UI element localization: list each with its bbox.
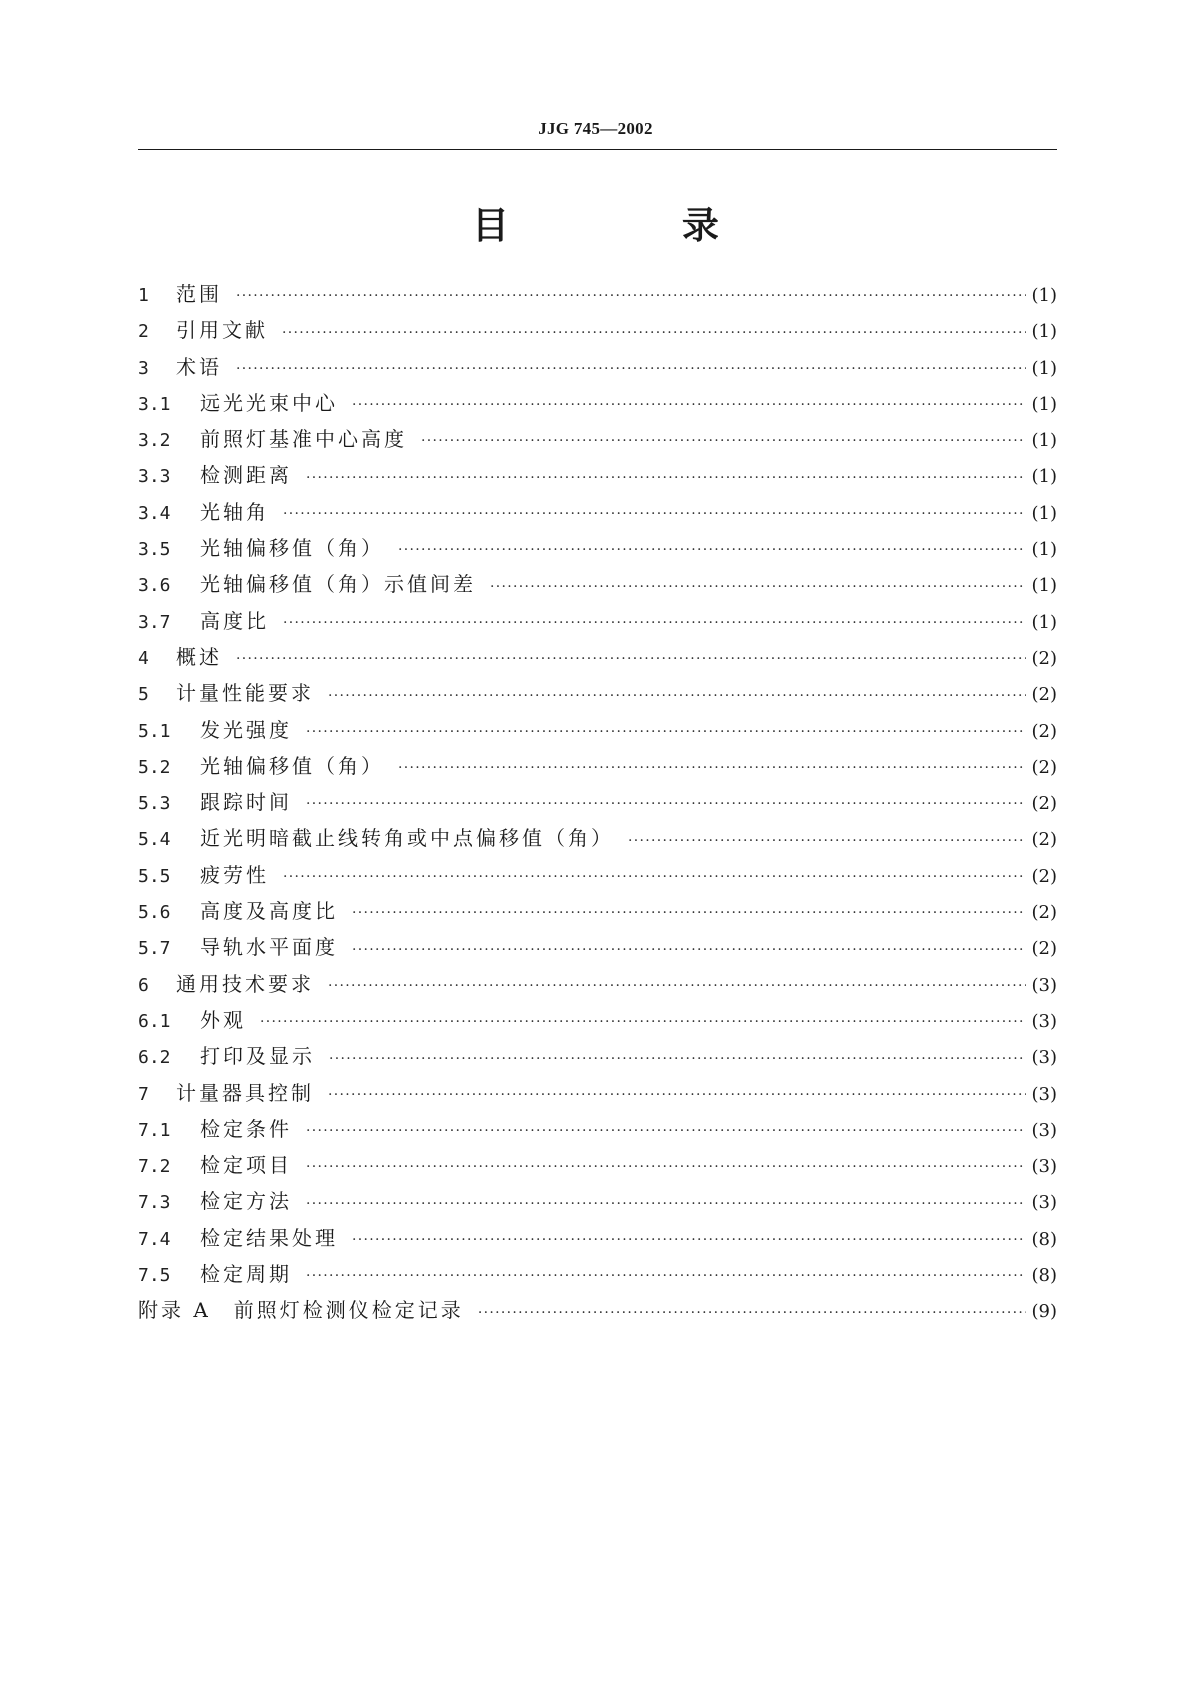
toc-entry[interactable]	[138, 893, 1057, 929]
toc-entry-number: 4	[138, 647, 149, 669]
toc-entry[interactable]	[138, 784, 1057, 820]
toc-entry-number: 3.4	[138, 502, 171, 524]
toc-leader-dots	[421, 421, 1026, 457]
toc-entry-page: (2)	[1031, 829, 1057, 851]
toc-entry-number: 6	[138, 974, 149, 996]
toc-leader-dots	[352, 893, 1026, 929]
toc-leader-dots	[306, 712, 1026, 748]
toc-entry-title: 检测距离	[200, 463, 292, 488]
toc-entry-title: 跟踪时间	[200, 790, 292, 815]
toc-entry-page: (3)	[1031, 974, 1057, 996]
toc-leader-dots	[282, 312, 1026, 348]
toc-entry-page: (1)	[1031, 393, 1057, 415]
toc-entry[interactable]	[138, 1038, 1057, 1074]
toc-leader-dots	[328, 966, 1026, 1002]
toc-entry-title: 高度比	[200, 608, 269, 633]
toc-entry-title: 光轴偏移值（角）	[200, 753, 384, 778]
toc-entry-title: 检定结果处理	[200, 1225, 338, 1250]
toc-leader-dots	[352, 1220, 1026, 1256]
toc-entry-title: 通用技术要求	[176, 971, 314, 996]
toc-entry-number: 3	[138, 357, 149, 379]
toc-entry-number: 7	[138, 1083, 149, 1105]
toc-entry[interactable]	[138, 1147, 1057, 1183]
toc-entry-number: 6.1	[138, 1010, 171, 1032]
table-of-contents	[138, 276, 1057, 1329]
toc-entry-number: 5.2	[138, 756, 171, 778]
toc-entry-number: 3.1	[138, 393, 171, 415]
toc-entry-number: 3.3	[138, 466, 171, 488]
toc-leader-dots	[352, 385, 1026, 421]
toc-entry[interactable]	[138, 1183, 1057, 1219]
toc-leader-dots	[328, 675, 1026, 711]
toc-entry-page: (1)	[1031, 502, 1057, 524]
toc-entry[interactable]	[138, 603, 1057, 639]
toc-entry[interactable]	[138, 349, 1057, 385]
toc-entry[interactable]	[138, 1075, 1057, 1111]
toc-entry-title: 检定项目	[200, 1153, 292, 1178]
toc-entry-title: 前照灯基准中心高度	[200, 427, 407, 452]
toc-leader-dots	[352, 929, 1026, 965]
toc-leader-dots	[283, 603, 1026, 639]
toc-entry-title: 概述	[176, 644, 222, 669]
toc-entry-page: (2)	[1031, 865, 1057, 887]
toc-entry-number: 7.2	[138, 1156, 171, 1178]
toc-entry-page: (9)	[1031, 1301, 1057, 1323]
toc-entry-title: 检定方法	[200, 1189, 292, 1214]
toc-leader-dots	[628, 820, 1026, 856]
toc-entry-title: 打印及显示	[200, 1044, 315, 1069]
header-divider	[138, 149, 1057, 150]
toc-entry-number: 7.1	[138, 1119, 171, 1141]
toc-entry-page: (8)	[1031, 1265, 1057, 1287]
toc-entry-number: 3.2	[138, 430, 171, 452]
toc-entry-number: 2	[138, 321, 149, 343]
toc-entry-appendix[interactable]	[138, 1292, 1057, 1328]
toc-entry-number: 3.7	[138, 611, 171, 633]
toc-entry[interactable]	[138, 929, 1057, 965]
toc-entry[interactable]	[138, 675, 1057, 711]
toc-leader-dots	[283, 857, 1026, 893]
toc-entry-page: (1)	[1031, 357, 1057, 379]
toc-entry-number: 7.5	[138, 1265, 171, 1287]
toc-entry[interactable]	[138, 530, 1057, 566]
toc-leader-dots	[236, 639, 1026, 675]
toc-entry[interactable]	[138, 457, 1057, 493]
toc-entry-page: (3)	[1031, 1010, 1057, 1032]
toc-leader-dots	[306, 1256, 1026, 1292]
toc-entry[interactable]	[138, 276, 1057, 312]
document-code-header: JJG 745—2002	[538, 119, 653, 138]
toc-entry-title: 光轴偏移值（角）	[200, 536, 384, 561]
toc-entry-page: (3)	[1031, 1156, 1057, 1178]
toc-entry[interactable]	[138, 1220, 1057, 1256]
toc-leader-dots	[329, 1038, 1026, 1074]
toc-entry-page: (3)	[1031, 1119, 1057, 1141]
toc-entry[interactable]	[138, 857, 1057, 893]
toc-leader-dots	[306, 1147, 1026, 1183]
toc-entry-title: 计量器具控制	[176, 1080, 314, 1105]
toc-leader-dots	[260, 1002, 1026, 1038]
toc-entry-page: (1)	[1031, 611, 1057, 633]
toc-entry-title: 高度及高度比	[200, 899, 338, 924]
toc-leader-dots	[398, 748, 1026, 784]
toc-leader-dots	[306, 457, 1026, 493]
toc-entry-page: (3)	[1031, 1083, 1057, 1105]
toc-entry[interactable]	[138, 639, 1057, 675]
toc-entry-page: (8)	[1031, 1228, 1057, 1250]
toc-entry-title: 计量性能要求	[176, 681, 314, 706]
toc-entry-title: 检定条件	[200, 1116, 292, 1141]
toc-entry-page: (1)	[1031, 285, 1057, 306]
toc-entry-page: (1)	[1031, 430, 1057, 452]
toc-leader-dots	[236, 276, 1026, 312]
toc-entry-title: 检定周期	[200, 1262, 292, 1287]
toc-leader-dots	[398, 530, 1026, 566]
toc-entry[interactable]	[138, 421, 1057, 457]
toc-entry[interactable]	[138, 494, 1057, 530]
toc-title: 目 录	[472, 204, 799, 247]
toc-entry-page: (1)	[1031, 321, 1057, 343]
toc-entry-page: (2)	[1031, 938, 1057, 960]
toc-entry-page: (1)	[1031, 466, 1057, 488]
toc-entry-page: (2)	[1031, 647, 1057, 669]
toc-entry[interactable]	[138, 1256, 1057, 1292]
toc-entry-page: (2)	[1031, 793, 1057, 815]
toc-entry-page: (2)	[1031, 756, 1057, 778]
toc-leader-dots	[328, 1075, 1026, 1111]
toc-entry-page: (1)	[1031, 539, 1057, 561]
toc-entry[interactable]	[138, 820, 1057, 856]
toc-entry-title: 术语	[176, 354, 222, 379]
toc-entry-number: 5.6	[138, 902, 171, 924]
toc-entry-number: 7.4	[138, 1228, 171, 1250]
toc-entry-page: (1)	[1031, 575, 1057, 597]
toc-entry-number: 3.5	[138, 539, 171, 561]
toc-entry[interactable]	[138, 566, 1057, 602]
toc-entry-title: 光轴角	[200, 499, 269, 524]
toc-entry[interactable]	[138, 748, 1057, 784]
toc-entry-number: 6.2	[138, 1047, 171, 1069]
toc-entry-number: 5.5	[138, 865, 171, 887]
toc-entry-title: 近光明暗截止线转角或中点偏移值（角）	[200, 826, 614, 851]
toc-entry-title: 发光强度	[200, 717, 292, 742]
toc-leader-dots	[236, 349, 1026, 385]
toc-entry[interactable]	[138, 966, 1057, 1002]
toc-leader-dots	[306, 1111, 1026, 1147]
toc-entry-number: 7.3	[138, 1192, 171, 1214]
toc-entry-page: (2)	[1031, 720, 1057, 742]
toc-entry-title: 光轴偏移值（角）示值间差	[200, 572, 476, 597]
toc-leader-dots	[283, 494, 1026, 530]
toc-leader-dots	[306, 1183, 1026, 1219]
toc-leader-dots	[490, 566, 1026, 602]
toc-entry-title: 范围	[176, 282, 222, 306]
toc-leader-dots	[478, 1292, 1026, 1328]
toc-entry[interactable]	[138, 712, 1057, 748]
toc-entry-number: 5.3	[138, 793, 171, 815]
toc-entry-title: 外观	[200, 1007, 246, 1032]
toc-entry-page: (2)	[1031, 902, 1057, 924]
toc-entry-number: 1	[138, 285, 149, 306]
toc-entry-title: 导轨水平面度	[200, 935, 338, 960]
toc-entry-page: (2)	[1031, 684, 1057, 706]
toc-entry-title: 远光光束中心	[200, 390, 338, 415]
toc-entry-number: 5	[138, 684, 149, 706]
toc-leader-dots	[306, 784, 1026, 820]
toc-entry-title: 附录 A 前照灯检测仪检定记录	[138, 1298, 464, 1323]
toc-entry-title: 引用文献	[176, 318, 268, 343]
toc-entry[interactable]	[138, 1002, 1057, 1038]
toc-entry-number: 3.6	[138, 575, 171, 597]
toc-entry[interactable]	[138, 1111, 1057, 1147]
toc-entry-page: (3)	[1031, 1192, 1057, 1214]
toc-entry-number: 5.4	[138, 829, 171, 851]
toc-entry[interactable]	[138, 385, 1057, 421]
toc-entry-number: 5.1	[138, 720, 171, 742]
toc-entry[interactable]	[138, 312, 1057, 348]
toc-entry-title: 疲劳性	[200, 862, 269, 887]
toc-entry-page: (3)	[1031, 1047, 1057, 1069]
toc-entry-number: 5.7	[138, 938, 171, 960]
